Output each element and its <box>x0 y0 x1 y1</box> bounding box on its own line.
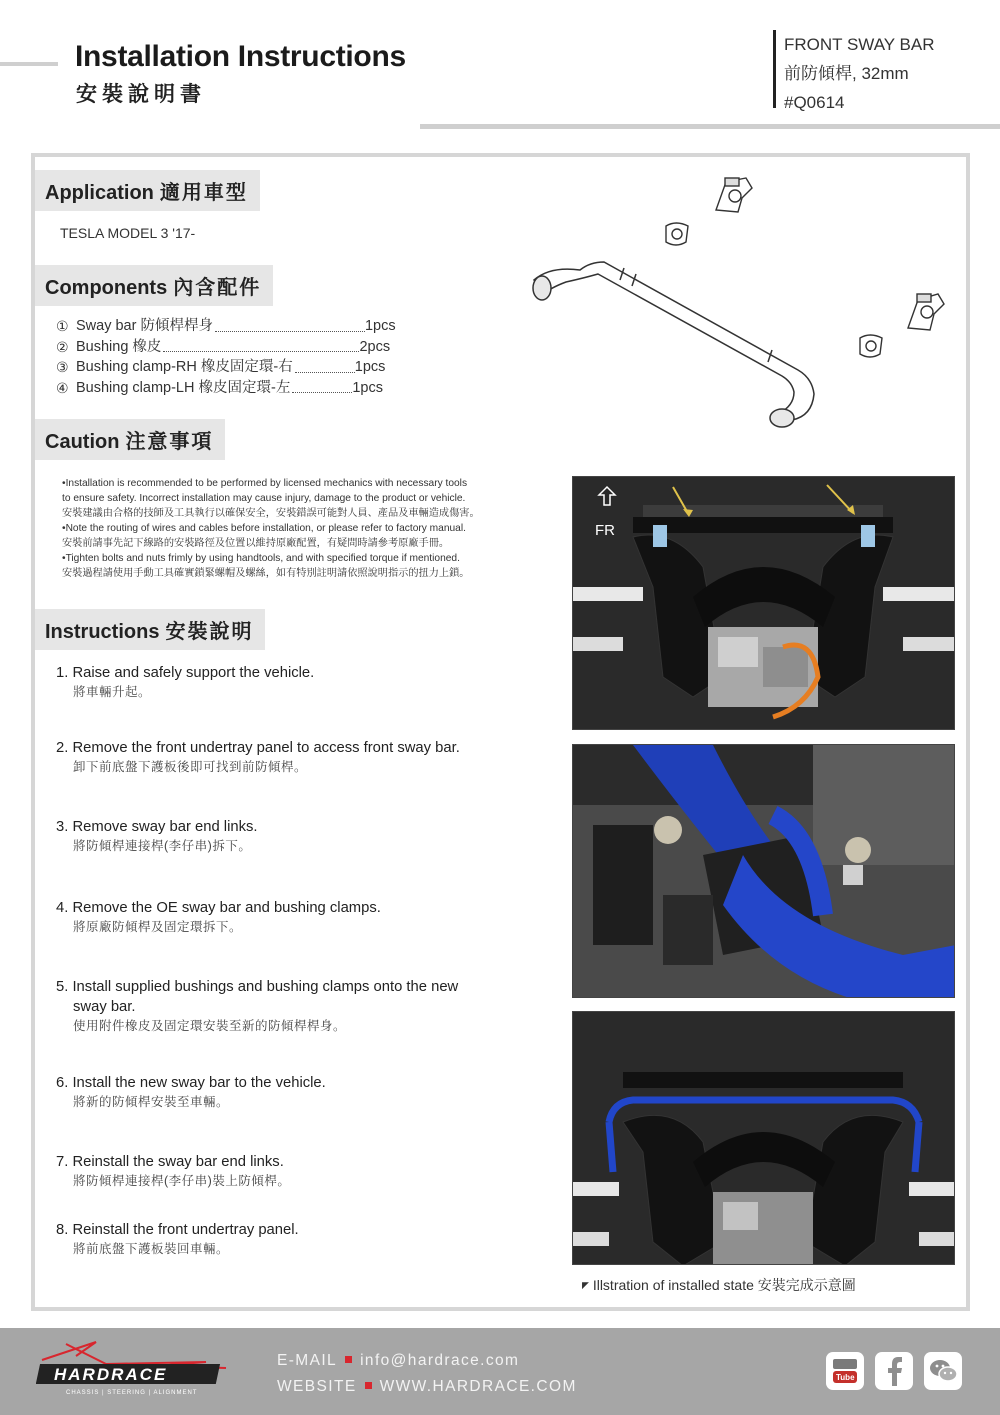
components-heading-zh: 內含配件 <box>173 275 262 299</box>
product-name: FRONT SWAY BAR <box>784 35 935 54</box>
email-link[interactable]: info@hardrace.com <box>360 1352 520 1369</box>
page-title: Installation Instructions <box>75 40 406 73</box>
component-item <box>56 316 396 337</box>
caution-line: •Note the routing of wires and cables before installation, or please refer to factory manual. <box>62 523 466 534</box>
step-text-en: 5. Install supplied bushings and bushing clamps onto the new <box>56 979 459 995</box>
photo-undercarriage-stock <box>572 476 955 730</box>
email-label: E-MAIL <box>277 1352 338 1369</box>
logo-tagline: CHASSIS | STEERING | ALIGNMENT <box>66 1390 198 1396</box>
application-heading <box>35 170 260 211</box>
photo-bushing-closeup <box>572 744 955 998</box>
caution-line: •Tighten bolts and nuts frimly by using handtools, and with specified torque if mentioned. <box>62 553 460 564</box>
components-heading-en: Components <box>45 277 168 299</box>
undercarriage-illustration <box>573 477 955 730</box>
instruction-step <box>56 817 526 855</box>
wechat-icon[interactable] <box>924 1352 962 1390</box>
component-item <box>56 337 396 358</box>
step-text-zh: 將原廠防傾桿及固定環拆下。 <box>73 920 243 934</box>
svg-text:Tube: Tube <box>836 1373 855 1382</box>
step-text-en: 2. Remove the front undertray panel to access front sway bar. <box>56 740 460 756</box>
wechat-glyph <box>928 1357 958 1385</box>
component-item <box>56 378 396 399</box>
application-heading-zh: 適用車型 <box>159 180 248 204</box>
header-rule-left <box>0 62 58 66</box>
step-text-en: 7. Reinstall the sway bar end links. <box>56 1154 284 1170</box>
caution-line: •Installation is recommended to be performed by licensed mechanics with necessary tools <box>62 478 468 489</box>
installed-state-illustration <box>573 1012 955 1265</box>
footer-website-row <box>277 1374 577 1400</box>
leader-dots <box>163 337 359 353</box>
instruction-step <box>56 1152 526 1190</box>
caution-heading <box>35 419 225 460</box>
header-divider <box>773 30 776 108</box>
caution-line: to ensure safety. Incorrect installation may cause injury, damage to the product or vehicle. <box>62 493 466 504</box>
instruction-step <box>56 663 526 701</box>
bushing-icon <box>860 335 882 357</box>
sway-bar-icon <box>533 262 814 427</box>
component-qty: 1pcs <box>364 318 396 334</box>
facebook-glyph <box>880 1356 908 1386</box>
step-text-zh: 將防傾桿連接桿(李仔串)裝上防傾桿。 <box>73 1174 291 1188</box>
component-name: Bushing 橡皮 <box>76 338 162 355</box>
component-name: Sway bar 防傾桿桿身 <box>76 318 213 334</box>
bullet-square-icon <box>345 1356 352 1363</box>
front-direction-label: FR <box>595 522 615 539</box>
sway-bar-diagram <box>520 170 960 440</box>
page-subtitle: 安裝說明書 <box>76 81 206 106</box>
footer-email-row <box>277 1348 577 1374</box>
step-text-en: 6. Install the new sway bar to the vehicle. <box>56 1075 326 1091</box>
product-name-zh: 前防傾桿, 32mm <box>784 64 909 83</box>
step-text-en: 8. Reinstall the front undertray panel. <box>56 1222 299 1238</box>
bullet-square-icon <box>365 1382 372 1389</box>
step-text-zh: 將防傾桿連接桿(李仔串)拆下。 <box>73 839 252 853</box>
caption-marker-icon: ◤ <box>582 1280 589 1290</box>
caution-line: 安裝過程請使用手動工具確實鎖緊螺帽及螺絲，如有特別註明請依照說明指示的扭力上鎖。 <box>62 568 470 579</box>
caution-heading-zh: 注意事項 <box>125 429 214 453</box>
website-label: WEBSITE <box>277 1378 357 1395</box>
youtube-icon[interactable] <box>826 1352 864 1390</box>
caution-line: 安裝建議由合格的技師及工具執行以確保安全，安裝錯誤可能對人員、產品及車輛造成傷害。 <box>62 508 480 519</box>
instruction-step <box>56 977 526 1035</box>
instruction-step <box>56 738 526 776</box>
step-text-zh: 使用附件橡皮及固定環安裝至新的防傾桿桿身。 <box>73 1019 347 1033</box>
part-number: #Q0614 <box>784 93 845 112</box>
bushing-clamp-icon <box>908 294 944 330</box>
bushing-clamp-icon <box>716 178 752 212</box>
leader-dots <box>295 357 355 373</box>
bushing-icon <box>666 223 688 245</box>
caption-text: Illstration of installed state 安裝完成示意圖 <box>592 1277 856 1293</box>
step-text-zh: 將新的防傾桿安裝至車輛。 <box>73 1095 230 1109</box>
step-text-zh: 卸下前底盤下護板後即可找到前防傾桿。 <box>73 760 308 774</box>
component-qty: 1pcs <box>352 379 383 396</box>
footer-contact <box>277 1348 577 1400</box>
leader-dots <box>292 378 352 394</box>
header-rule-right <box>420 124 1000 129</box>
component-qty: 1pcs <box>354 359 386 375</box>
instruction-step <box>56 898 526 936</box>
components-list <box>56 316 396 398</box>
caution-text <box>62 476 557 581</box>
instruction-step <box>56 1220 526 1258</box>
instructions-heading-zh: 安裝說明 <box>165 619 254 643</box>
component-number: ④ <box>56 379 69 396</box>
instruction-step <box>56 1073 526 1111</box>
vehicle-application: TESLA MODEL 3 '17- <box>60 225 196 241</box>
components-heading <box>35 265 273 306</box>
logo-wordmark: HARDRACE <box>54 1365 168 1384</box>
step-text-en-continued: sway bar. <box>73 999 136 1015</box>
step-text-zh: 將前底盤下護板裝回車輛。 <box>73 1242 230 1256</box>
caution-line: 安裝前請事先記下線路的安裝路徑及位置以維持原廠配置，有疑問時請參考原廠手冊。 <box>62 538 450 549</box>
step-text-en: 1. Raise and safely support the vehicle. <box>56 665 315 681</box>
component-item <box>56 357 396 378</box>
component-number: ③ <box>56 359 69 375</box>
step-text-en: 4. Remove the OE sway bar and bushing clamps. <box>56 900 381 916</box>
youtube-glyph <box>831 1357 859 1385</box>
leader-dots <box>215 316 365 332</box>
bushing-closeup-illustration <box>573 745 955 998</box>
photo-installed-state <box>572 1011 955 1265</box>
instructions-heading <box>35 609 265 650</box>
website-link[interactable]: WWW.HARDRACE.COM <box>379 1378 577 1395</box>
step-text-zh: 將車輛升起。 <box>73 685 152 699</box>
photo-caption <box>582 1275 856 1295</box>
instructions-heading-en: Instructions <box>45 621 160 643</box>
facebook-icon[interactable] <box>875 1352 913 1390</box>
product-info <box>784 30 935 117</box>
component-number: ② <box>56 338 69 355</box>
caution-heading-en: Caution <box>45 431 120 453</box>
component-name: Bushing clamp-RH 橡皮固定環-右 <box>76 359 293 375</box>
application-heading-en: Application <box>45 182 154 204</box>
component-qty: 2pcs <box>359 338 391 355</box>
component-name: Bushing clamp-LH 橡皮固定環-左 <box>76 379 291 396</box>
hardrace-logo <box>36 1336 236 1398</box>
step-text-en: 3. Remove sway bar end links. <box>56 819 258 835</box>
component-number: ① <box>56 318 69 334</box>
